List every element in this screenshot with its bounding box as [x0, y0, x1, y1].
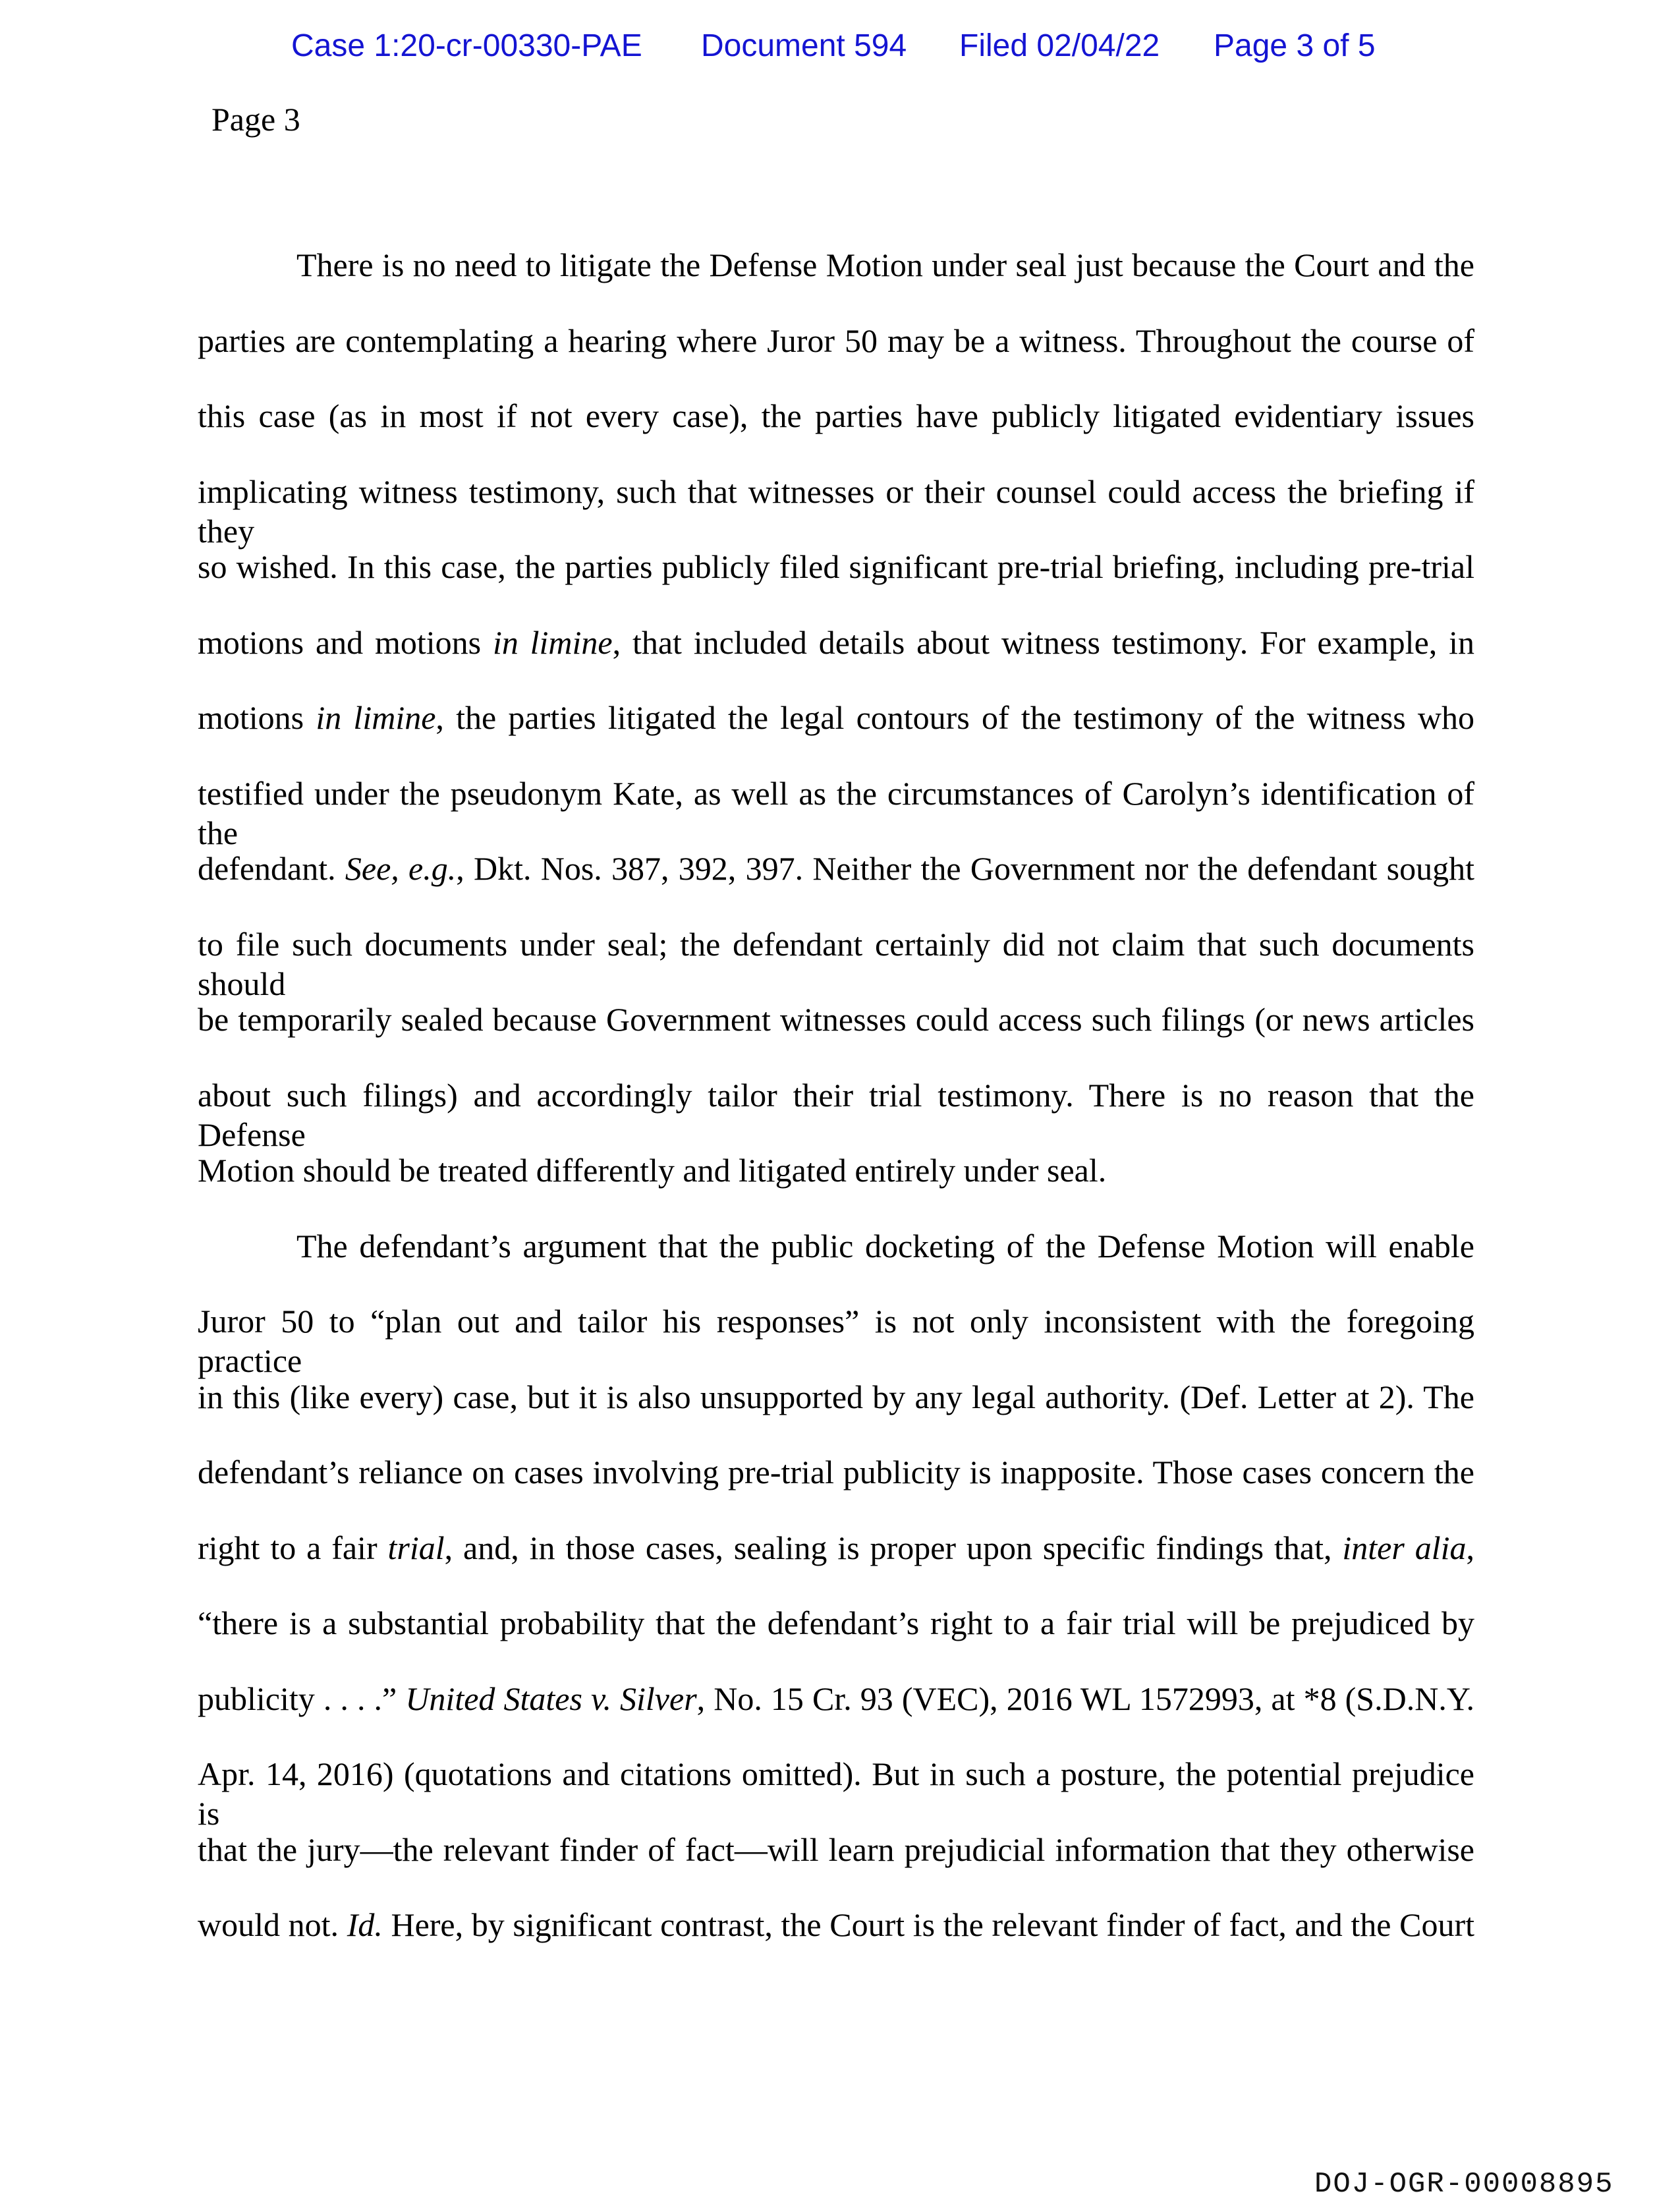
text-line-content	[198, 623, 1474, 662]
text-line	[198, 472, 1474, 548]
text-line-content	[198, 1377, 1474, 1417]
text-line	[198, 1301, 1474, 1377]
text-line	[198, 1226, 1474, 1302]
text-segment: The defendant’s argument that the public docketing of the Defense Motion will enable	[296, 1227, 1474, 1264]
text-line-content	[198, 849, 1474, 888]
text-line-content	[198, 1000, 1474, 1039]
text-line-content	[198, 698, 1474, 737]
italic-text: Id.	[347, 1906, 383, 1943]
text-line	[198, 698, 1474, 774]
text-line-content	[198, 924, 1474, 1004]
body-text	[198, 245, 1474, 1981]
text-line	[198, 547, 1474, 623]
text-line	[198, 396, 1474, 472]
text-line	[198, 1830, 1474, 1906]
text-segment: , and, in those cases, sealing is proper upon specific findings that,	[444, 1529, 1343, 1566]
text-segment: parties are contemplating a hearing where Juror 50 may be a witness. Throughout the course of	[198, 322, 1474, 359]
italic-text: in limine	[316, 699, 436, 736]
text-segment: , No. 15 Cr. 93 (VEC), 2016 WL 1572993, at *8 (S.D.N.Y.	[696, 1680, 1474, 1717]
text-segment: that the jury—the relevant finder of fact—will learn prejudicial information that they otherwise	[198, 1830, 1474, 1868]
text-segment: , that included details about witness testimony. For example, in	[612, 623, 1474, 661]
text-segment: Juror 50 to “plan out and tailor his responses” is not only inconsistent with the foregoing practice	[198, 1303, 1474, 1379]
text-line	[198, 321, 1474, 397]
text-segment: right to a fair	[198, 1529, 388, 1566]
text-line-content	[198, 1528, 1474, 1568]
text-line-content	[198, 1830, 1474, 1869]
text-line	[198, 1603, 1474, 1679]
text-segment: Here, by significant contrast, the Court is the relevant finder of fact, and the Court	[382, 1906, 1474, 1943]
text-line-content	[296, 1226, 1474, 1266]
text-line-content	[198, 1301, 1474, 1380]
text-line	[198, 1075, 1474, 1151]
text-segment: so wished. In this case, the parties publicly filed significant pre-trial briefing, including pre-trial	[198, 548, 1474, 585]
text-line-content	[198, 1905, 1474, 1944]
text-segment: Apr. 14, 2016) (quotations and citations omitted). But in such a posture, the potential prejudice is	[198, 1755, 1474, 1832]
text-line-content	[296, 245, 1474, 285]
text-segment: , Dkt. Nos. 387, 392, 397. Neither the Government nor the defendant sought	[456, 850, 1474, 887]
filed-date: Filed 02/04/22	[959, 28, 1160, 63]
text-line-content	[198, 547, 1474, 586]
text-line-content	[198, 472, 1474, 551]
text-line	[198, 1452, 1474, 1528]
text-segment: defendant.	[198, 850, 345, 887]
ecf-header	[291, 28, 1376, 64]
italic-text: trial	[387, 1529, 445, 1566]
text-line-content	[198, 1679, 1474, 1718]
text-segment: in this (like every) case, but it is also unsupported by any legal authority. (Def. Letter at 2). The	[198, 1378, 1474, 1415]
text-segment: “there is a substantial probability that the defendant’s right to a fair trial will be prejudiced by	[198, 1604, 1474, 1641]
text-segment: implicating witness testimony, such that witnesses or their counsel could access the briefing if they	[198, 472, 1474, 550]
text-line	[198, 1000, 1474, 1075]
italic-text: inter alia	[1342, 1529, 1467, 1566]
document-number: Document 594	[701, 28, 907, 63]
text-segment: Motion should be treated differently and litigated entirely under seal.	[198, 1152, 1107, 1189]
text-line-content	[198, 1754, 1474, 1833]
text-segment: publicity . . . .”	[198, 1680, 406, 1717]
text-segment: motions and motions	[198, 623, 493, 661]
text-segment: be temporarily sealed because Government witnesses could access such filings (or news articles	[198, 1001, 1474, 1038]
bates-number: DOJ-OGR-00008895	[1314, 2168, 1614, 2201]
text-line	[198, 849, 1474, 924]
text-line	[198, 623, 1474, 698]
text-line-content	[198, 321, 1474, 360]
page-label: Page 3	[211, 101, 300, 138]
text-line	[198, 1754, 1474, 1830]
text-line-content	[198, 1150, 1474, 1190]
text-line	[198, 1679, 1474, 1755]
text-segment: would not.	[198, 1906, 347, 1943]
text-line-content	[198, 1452, 1474, 1492]
text-line	[198, 774, 1474, 849]
page-count: Page 3 of 5	[1214, 28, 1376, 63]
text-segment: motions	[198, 699, 316, 736]
text-segment: this case (as in most if not every case), the parties have publicly litigated evidentiary issues	[198, 397, 1474, 434]
text-segment: ,	[1466, 1529, 1475, 1566]
text-line-content	[198, 774, 1474, 853]
text-line	[198, 1905, 1474, 1981]
text-segment: , the parties litigated the legal contours of the testimony of the witness who	[435, 699, 1474, 736]
text-line-content	[198, 1603, 1474, 1643]
text-segment: testified under the pseudonym Kate, as well as the circumstances of Carolyn’s identification of the	[198, 774, 1474, 851]
text-line	[198, 1377, 1474, 1453]
text-line	[198, 1528, 1474, 1604]
text-segment: There is no need to litigate the Defense Motion under seal just because the Court and the	[296, 246, 1474, 283]
italic-text: in limine	[492, 623, 613, 661]
text-segment: defendant’s reliance on cases involving pre-trial publicity is inapposite. Those cases concern the	[198, 1454, 1474, 1490]
text-line	[198, 245, 1474, 321]
text-segment: about such filings) and accordingly tailor their trial testimony. There is no reason that the Defense	[198, 1076, 1474, 1153]
italic-text: See, e.g.	[345, 850, 457, 887]
text-line	[198, 924, 1474, 1000]
case-number: Case 1:20-cr-00330-PAE	[291, 28, 642, 63]
text-line-content	[198, 396, 1474, 436]
text-line-content	[198, 1075, 1474, 1154]
text-segment: to file such documents under seal; the defendant certainly did not claim that such documents should	[198, 925, 1474, 1002]
italic-text: United States v. Silver	[405, 1680, 697, 1717]
text-line	[198, 1150, 1474, 1226]
